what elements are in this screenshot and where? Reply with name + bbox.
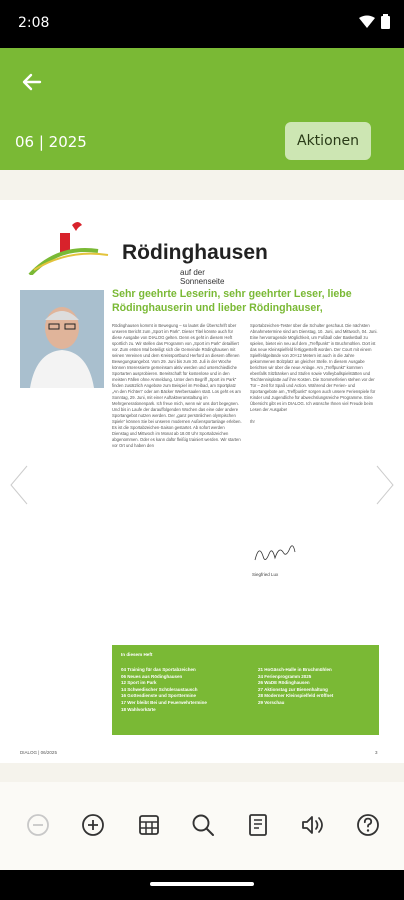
logo-tagline: auf der Sonnenseite: [180, 268, 225, 286]
page-footer-publication: DIALOG | 06/2025: [20, 750, 57, 755]
zoom-out-button[interactable]: [25, 812, 51, 838]
logo-wordmark: Rödinghausen: [122, 241, 268, 264]
help-button[interactable]: [355, 812, 381, 838]
toc-item[interactable]: 17 Wer bleibt Bei und Feuerwehrtermine: [121, 699, 207, 705]
camera-notch: [190, 18, 214, 42]
zoom-out-icon: [26, 813, 50, 837]
municipality-logo: [28, 215, 268, 286]
battery-icon: [381, 14, 390, 29]
read-aloud-icon: [300, 813, 326, 837]
toc-item[interactable]: 21 HoGäsch-Halle in Bruchmühlen: [258, 667, 332, 672]
home-gesture-handle[interactable]: [150, 882, 254, 886]
issue-label: 06 | 2025: [15, 133, 87, 151]
actions-button[interactable]: Aktionen: [285, 122, 371, 160]
toc-item[interactable]: 12 Sport im Park: [121, 680, 157, 686]
toc-item[interactable]: 06 Neues aus Rödinghausen: [121, 673, 183, 679]
search-button[interactable]: [190, 812, 216, 838]
system-navigation-bar: [0, 870, 404, 900]
grid-view-icon: [138, 814, 160, 836]
next-page-button[interactable]: [370, 460, 400, 510]
help-icon: [356, 813, 380, 837]
editorial-column-2-text: Sportabzeichen-Tester über die Schulter geschaut. Die nächsten Abnahmetermine sind am Dienstag, 10. Juni, und Mittwoch, 04. Juni. Eine hervorragende Möglichkeit, um Fußball oder Basketball zu spielen, bietet ein neu auf dem „Treffpunkt“ in Bruchmühlen. Dort ist das neue Kleinspielfeld fertiggestellt worden. Der Court mit einem Spielfeldgelände von 20×12 Metern ist auch in die Jahre gekommenen Bolzplatz an gleicher Stelle. In diesem Ausgabe berichten wir über die neue Anlage. Am „Treffpunkt“ kommen ebenfalls Sitzbänken und Stufen sowie Volleyballspielstätten und Tischtennisplatte auf ihre Kosten. Die Sommerferien stehen vor der Tür – Zeit für Spaß und Action. Während der Ferien- und Sportangebote am „Treffpunkt“ sorgen auch unsere Ferienspiele für Kinder und Jugendliche für abwechslungsreiche Programme. Eine Übersicht gibt es im DIALOG. Ich wünsche Ihnen viel Freude beim Lesen der Ausgabe!: [250, 323, 378, 412]
arrow-left-icon: [22, 72, 42, 92]
signature-name: Siegfried Lux: [252, 572, 279, 577]
toc-item[interactable]: 18 Wahlvorkärte: [121, 706, 156, 712]
chevron-left-icon: [7, 463, 31, 507]
back-button[interactable]: [18, 68, 46, 96]
previous-page-button[interactable]: [4, 460, 34, 510]
status-time: 2:08: [18, 15, 50, 31]
toc-right-column: [258, 667, 333, 707]
table-of-contents-box: [112, 645, 379, 735]
table-of-contents-icon: [247, 813, 269, 837]
handwritten-signature: [252, 538, 302, 568]
editorial-column-1: Rödinghausen kommt in Bewegung – so lautet die Überschrift über unseren Bericht zum „Sport im Park“. Dieser Titel könnte auch für diese Ausgabe von DIALOG gelten. Denn es geht in diesem Heft sportlich zu. Wir stellen das Programm von „Sport im Park“ detailliert vor. Zum ersten Mal beteiligt sich die Gemeinde Rödinghausen mit seinen Vereinen und dem Kreissportbund Herford an diesem offenen Bewegungsangebot. Vom 29. Juni bis zum 30. Juli in der Woche können Interessierte gemeinsam aktiv werden und unterschiedliche Sportarten ausprobieren. Bereitschaft für kostenlose und in den meisten Fällen ohne Anmeldung. Unter dem Begriff „Sport im Park“ finden zusätzlich Angebote zum Beispiel im Freibad, am Sportplatz „An den Fichten“ oder am Bäcker Werbersaalen statt. Los geht es am Sonntag, 29. Juni, mit einer Auftaktveranstaltung im Mehrgenerationenpark. Ich freue mich, wenn wir uns dort begegnen. Und bis in Laufe der darauffolgenden Wochen das eine oder andere Sportangebot nutzen werden. Der „ganz persönlichen olympischen Spiele“ können Sie bei unseren modernen Außensportanlage erleben. Es ist die Sportabzeichen-Saison gestartet. Ab sofort werden Dienstag und Mittwoch im Monat ab 18.00 Uhr Sportabzeichen abgenommen. Oder es kann dafür fleißig trainiert werden. Wir starten vor Ort und haben den: [112, 323, 242, 448]
app-bar: [0, 48, 404, 170]
toc-item[interactable]: 04 Training für das Sportabzeichen: [121, 667, 196, 672]
toc-item[interactable]: 28 Moderner Kleinspielfeld eröffnet: [258, 693, 334, 699]
table-of-contents-button[interactable]: [245, 812, 271, 838]
reader-toolbar: [0, 782, 404, 870]
editorial-closing: Ihr: [250, 419, 255, 424]
toc-item[interactable]: 29 Vorschau: [258, 699, 285, 705]
editorial-column-2: [250, 323, 380, 425]
mayor-photo: [20, 290, 104, 388]
editorial-headline: Sehr geehrte Leserin, sehr geehrter Leser, liebe Rödinghauserin und lieber Rödinghauser,: [112, 288, 352, 314]
toc-item[interactable]: 14 Schwedischer Schüleraustausch: [121, 686, 198, 692]
toc-title: In diesem Heft: [121, 652, 153, 657]
magazine-page: [0, 200, 404, 763]
page-number: 3: [375, 750, 378, 755]
wifi-icon: [359, 15, 375, 29]
zoom-in-button[interactable]: [80, 812, 106, 838]
zoom-in-icon: [81, 813, 105, 837]
toc-left-column: [121, 667, 207, 713]
chevron-right-icon: [373, 463, 397, 507]
toc-item[interactable]: 27 Aktionstag zur Bienenhaltung: [258, 686, 328, 692]
toc-item[interactable]: 16 Gottesdienste und Sporttermine: [121, 693, 197, 699]
magazine-viewer[interactable]: [0, 170, 404, 782]
status-bar: [0, 0, 404, 48]
status-icons: [359, 14, 390, 29]
grid-view-button[interactable]: [136, 812, 162, 838]
read-aloud-button[interactable]: [300, 812, 326, 838]
toc-item[interactable]: 24 Ferienprogramm 2025: [258, 673, 312, 679]
toc-item[interactable]: 26 WaDE Rödinghausen: [258, 680, 310, 686]
search-icon: [191, 813, 215, 837]
